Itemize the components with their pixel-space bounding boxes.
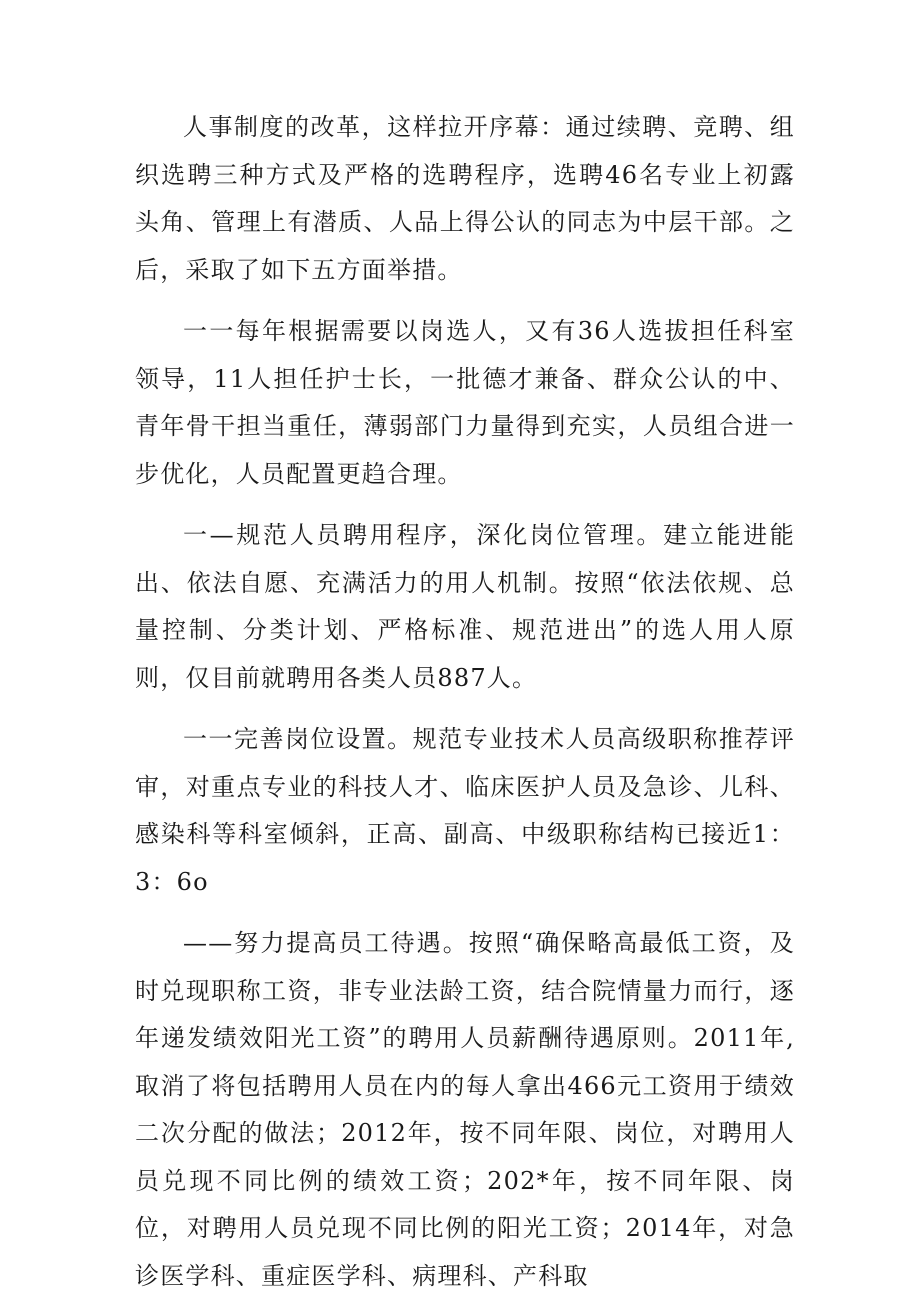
paragraph-5: ——努力提高员工待遇。按照“确保略高最低工资，及时兑现职称工资，非专业法龄工资，结合院情量力而行，逐年递发绩效阳光工资”的聘用人员薪酬待遇原则。2011年,取消了将包括聘用人员在内的每人拿出466元工资用于绩效二次分配的做法；2012年，按不同年限、岗位，对聘用人员兑现不同比例的绩效工资；202*年，按不同年限、岗位，对聘用人员兑现不同比例的阳光工资；2014年，对急诊医学科、重症医学科、病理科、产科取 — [135, 929, 795, 1290]
paragraph-4: 一一完善岗位设置。规范专业技术人员高级职称推荐评审，对重点专业的科技人才、临床医护人员及急诊、儿科、感染科等科室倾斜，正高、副高、中级职称结构已接近1：3：6o — [135, 725, 795, 896]
document-body — [135, 104, 795, 1314]
paragraph-2: 一一每年根据需要以岗选人，又有36人选拔担任科室领导，11人担任护士长，一批德才兼备、群众公认的中、青年骨干担当重任，薄弱部门力量得到充实，人员组合进一步优化，人员配置更趋合理。 — [135, 317, 795, 488]
paragraph-3: 一—规范人员聘用程序，深化岗位管理。建立能进能出、依法自愿、充满活力的用人机制。按照“依法依规、总量控制、分类计划、严格标准、规范进出”的选人用人原则，仅目前就聘用各类人员887人。 — [135, 521, 795, 692]
paragraph-1: 人事制度的改革，这样拉开序幕：通过续聘、竞聘、组织选聘三种方式及严格的选聘程序，选聘46名专业上初露头角、管理上有潜质、人品上得公认的同志为中层干部。之后，采取了如下五方面举措。 — [135, 113, 795, 284]
